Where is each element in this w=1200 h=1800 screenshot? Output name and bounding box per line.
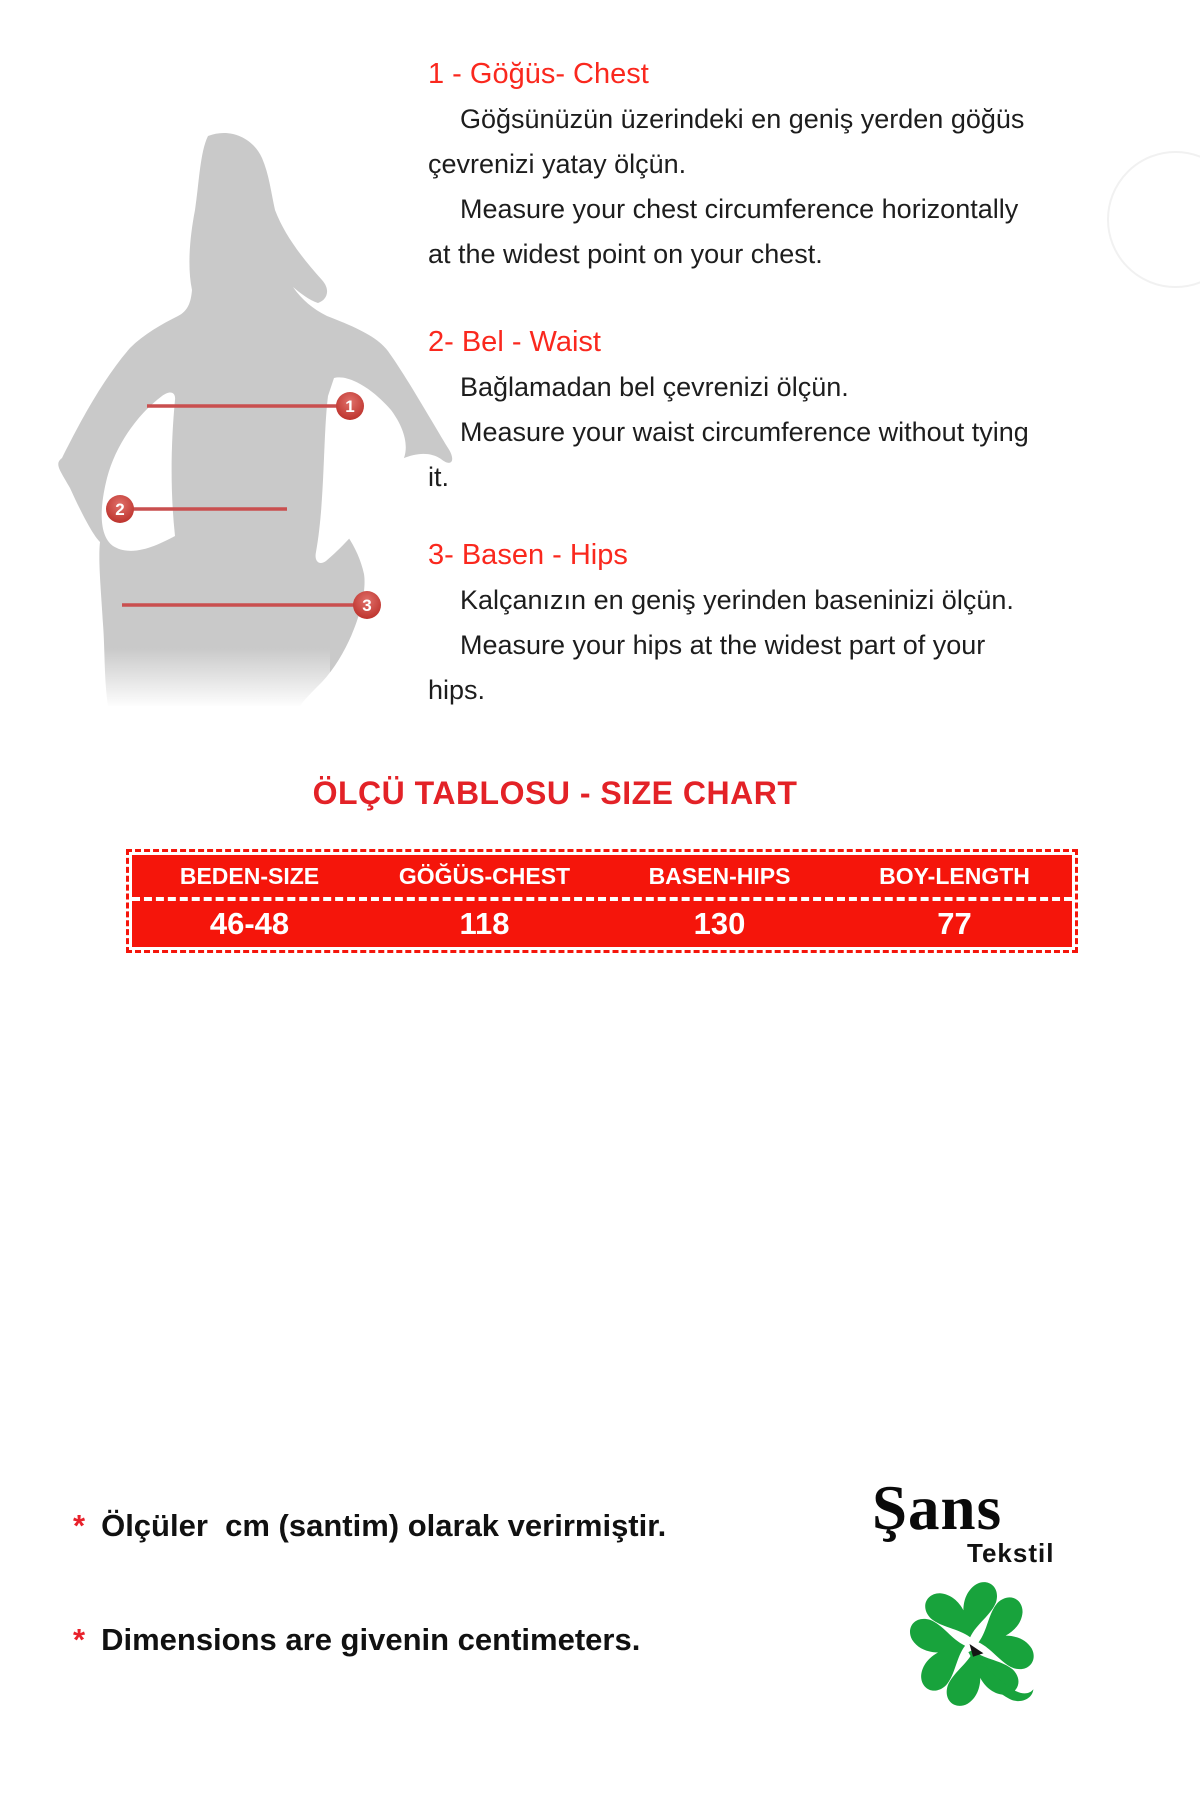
note-units-english bbox=[73, 1622, 640, 1658]
note-units-turkish bbox=[73, 1508, 666, 1544]
column-header-chest: GÖĞÜS-CHEST bbox=[398, 862, 571, 889]
column-header-size: BEDEN-SIZE bbox=[179, 862, 320, 889]
chest-instruction-turkish: Göğsünüzün üzerindeki en geniş yerden göğüs çevrenizi yatay ölçün. bbox=[428, 104, 1025, 179]
waist-instruction-english: Measure your waist circumference without tying it. bbox=[428, 417, 1029, 492]
value-chest: 118 bbox=[459, 906, 510, 941]
decorative-circle bbox=[1107, 151, 1200, 288]
brand-subtitle: Tekstil bbox=[967, 1538, 1055, 1568]
instruction-section-hips bbox=[428, 533, 1038, 713]
measurement-instructions bbox=[428, 52, 1038, 713]
silhouette-fade bbox=[80, 648, 330, 708]
section-heading-hips: 3- Basen - Hips bbox=[428, 539, 628, 571]
size-chart-value-row bbox=[132, 901, 1072, 947]
waist-instruction-turkish: Bağlamadan bel çevrenizi ölçün. bbox=[460, 372, 849, 402]
value-hips: 130 bbox=[693, 906, 746, 941]
value-length: 77 bbox=[937, 906, 972, 941]
section-heading-waist: 2- Bel - Waist bbox=[428, 326, 601, 358]
brand-logo bbox=[872, 1474, 1132, 1716]
size-chart-header-row bbox=[132, 855, 1072, 901]
asterisk-marker: * bbox=[73, 1622, 86, 1657]
value-size: 46-48 bbox=[209, 906, 290, 941]
hips-instruction-english: Measure your hips at the widest part of your hips. bbox=[428, 630, 986, 705]
size-chart-table bbox=[126, 849, 1078, 953]
column-header-hips: BASEN-HIPS bbox=[648, 862, 791, 889]
clover-icon bbox=[900, 1579, 1046, 1716]
silhouette-diagram bbox=[50, 108, 460, 708]
brand-name: Şans bbox=[872, 1473, 1003, 1543]
size-chart-table-body bbox=[132, 855, 1072, 947]
chest-instruction-english: Measure your chest circumference horizontally at the widest point on your chest. bbox=[428, 194, 1019, 269]
asterisk-marker: * bbox=[73, 1508, 86, 1543]
size-chart-title: ÖLÇÜ TABLOSU - SIZE CHART bbox=[312, 775, 798, 811]
note-text-turkish: Ölçüler cm (santim) olarak verirmiştir. bbox=[101, 1508, 667, 1543]
hips-instruction-turkish: Kalçanızın en geniş yerinden baseninizi ölçün. bbox=[460, 585, 1014, 615]
instruction-section-waist bbox=[428, 320, 1038, 500]
hips-marker-number: 3 bbox=[362, 596, 372, 615]
column-header-length: BOY-LENGTH bbox=[879, 862, 1030, 889]
chest-marker-number: 1 bbox=[345, 397, 355, 416]
instruction-section-chest bbox=[428, 52, 1038, 277]
body-measurement-figure bbox=[50, 108, 460, 708]
note-text-english: Dimensions are givenin centimeters. bbox=[101, 1622, 641, 1657]
section-heading-chest: 1 - Göğüs- Chest bbox=[428, 58, 649, 90]
waist-marker-number: 2 bbox=[115, 500, 125, 519]
